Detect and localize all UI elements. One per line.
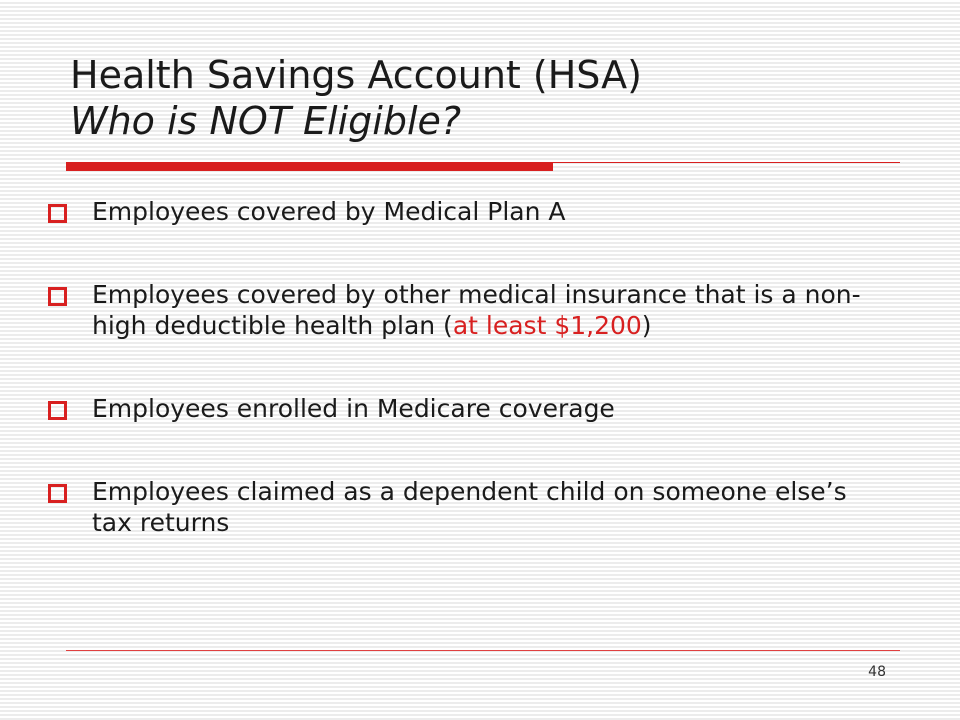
bullet-item-medicare bbox=[42, 393, 882, 424]
bullet-item-other-insurance bbox=[42, 279, 882, 341]
bullet-list bbox=[42, 196, 882, 538]
bullet-text: Employees covered by Medical Plan A bbox=[92, 197, 566, 226]
bullet-text: Employees enrolled in Medicare coverage bbox=[92, 394, 615, 423]
title-line-main: Health Savings Account (HSA) bbox=[70, 53, 642, 97]
bullet-text-suffix: ) bbox=[641, 311, 652, 340]
bullet-text: Employees covered by other medical insurance that is a non-high deductible health plan ( bbox=[92, 280, 861, 340]
bullet-item-dependent bbox=[42, 476, 882, 538]
bullet-text: Employees claimed as a dependent child on someone else’s tax returns bbox=[92, 477, 847, 537]
title-underline-thick bbox=[66, 163, 553, 171]
hollow-square-icon bbox=[48, 204, 67, 223]
bullet-item-plan-a bbox=[42, 196, 882, 227]
hollow-square-icon bbox=[48, 287, 67, 306]
bullet-highlight-text: at least $1,200 bbox=[452, 311, 642, 340]
footer-rule bbox=[66, 650, 900, 651]
slide-title bbox=[70, 52, 870, 144]
page-number: 48 bbox=[868, 664, 886, 680]
title-line-subtitle: Who is NOT Eligible? bbox=[70, 99, 462, 143]
hollow-square-icon bbox=[48, 401, 67, 420]
hollow-square-icon bbox=[48, 484, 67, 503]
